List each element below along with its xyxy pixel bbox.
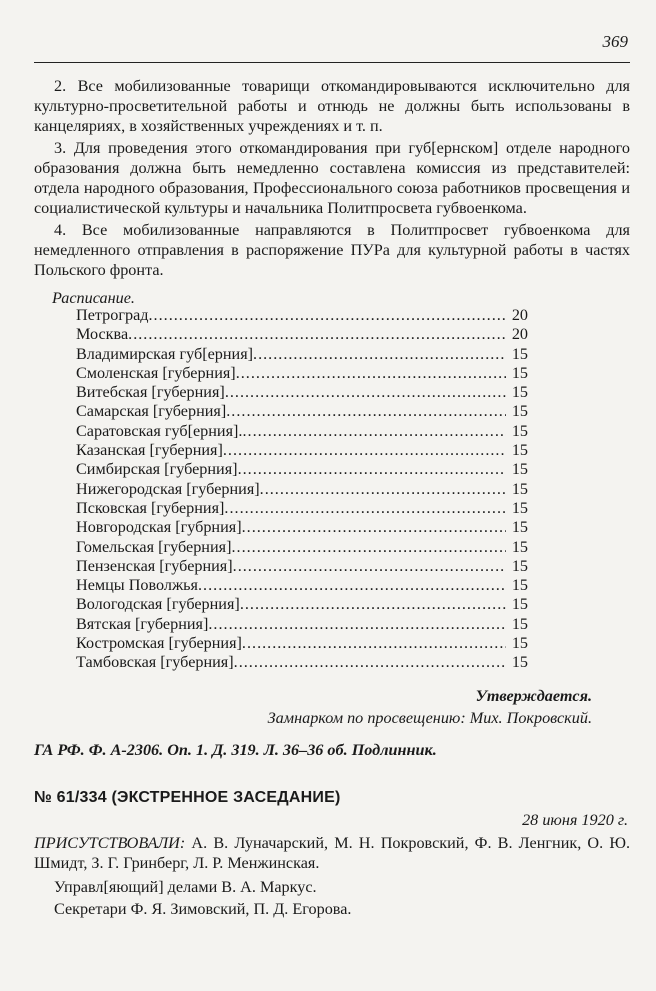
schedule-row bbox=[76, 422, 528, 441]
region-count: 15 bbox=[511, 556, 528, 575]
schedule-row bbox=[76, 402, 528, 421]
secretaries-line: Секретари Ф. Я. Зимовский, П. Д. Егорова. bbox=[54, 900, 352, 918]
region-name: Витебская [губерния] bbox=[76, 383, 225, 402]
leader-dots bbox=[242, 518, 506, 537]
attendees-label: ПРИСУТСТВОВАЛИ: bbox=[34, 834, 186, 852]
paragraph: 4. Все мобилизованные направляются в Политпросвет губвоенкома для немедленного отправления в распоряжение ПУРа для культурной работы в частях Польского фронта. bbox=[34, 221, 630, 279]
region-name: Вятская [губерния] bbox=[76, 614, 209, 633]
region-name: Немцы Поволжья bbox=[76, 576, 198, 595]
region-count: 15 bbox=[511, 537, 528, 556]
attendees bbox=[34, 833, 630, 873]
region-name: Псковская [губерния] bbox=[76, 498, 225, 517]
leader-dots bbox=[225, 383, 506, 402]
region-count: 20 bbox=[511, 306, 528, 324]
leader-dots bbox=[226, 402, 506, 421]
schedule-row bbox=[76, 595, 528, 614]
schedule-row bbox=[76, 576, 528, 595]
schedule-row bbox=[76, 441, 528, 460]
region-name: Тамбовская [губерния] bbox=[76, 653, 234, 672]
schedule-row bbox=[76, 499, 528, 518]
leader-dots bbox=[233, 557, 506, 576]
leader-dots bbox=[253, 345, 506, 364]
schedule-row bbox=[76, 325, 528, 344]
region-name: Нижегородская [губерния] bbox=[76, 479, 260, 498]
leader-dots bbox=[208, 615, 506, 634]
region-name: Москва bbox=[76, 325, 129, 344]
paragraph: 3. Для проведения этого откомандирования при губ[ернском] отделе народного образования должна быть немедленно составлена комиссия из представителей: отдела народного образования, Профессионального союза работников просвещения и социалистической культуры и начальника Политпросвета губвоенкома. bbox=[34, 139, 630, 217]
archive-source: ГА РФ. Ф. А-2306. Оп. 1. Д. 319. Л. 36–36 об. Подлинник. bbox=[34, 741, 437, 759]
region-count: 15 bbox=[511, 402, 528, 421]
leader-dots bbox=[223, 441, 506, 460]
document-page bbox=[34, 0, 630, 991]
running-header bbox=[34, 28, 630, 63]
attendees-names: А. В. Луначарский, М. Н. Покровский, Ф. В. Ленгник, О. Ю. Шмидт, З. Г. Гринберг, Л. Р. Менжинская. bbox=[34, 834, 631, 872]
leader-dots bbox=[234, 653, 506, 672]
paragraph: 2. Все мобилизованные товарищи откомандировываются исключительно для культурно-просветительной работы и отнюдь не должны быть использованы в канцеляриях, в хозяйственных учреждениях и т. п. bbox=[34, 77, 630, 135]
leader-dots bbox=[231, 538, 506, 557]
leader-dots bbox=[198, 576, 506, 595]
region-name: Новгородская [губрния] bbox=[76, 518, 242, 537]
region-count: 15 bbox=[511, 460, 528, 479]
leader-dots bbox=[149, 306, 507, 325]
region-count: 15 bbox=[511, 344, 528, 363]
leader-dots bbox=[260, 480, 506, 499]
region-name: Гомельская [губерния] bbox=[76, 537, 232, 556]
region-count: 15 bbox=[511, 498, 528, 517]
leader-dots bbox=[236, 364, 506, 383]
region-count: 15 bbox=[511, 634, 528, 653]
schedule-list bbox=[76, 306, 528, 673]
region-name: Самарская [губерния] bbox=[76, 402, 227, 421]
body-text bbox=[34, 76, 630, 282]
region-count: 15 bbox=[511, 363, 528, 382]
approval-note: Утверждается. bbox=[475, 687, 592, 705]
manager-line: Управл[яющий] делами В. А. Маркус. bbox=[54, 878, 317, 896]
region-name: Костромская [губерния] bbox=[76, 634, 242, 653]
document-heading: № 61/334 (ЭКСТРЕННОЕ ЗАСЕДАНИЕ) bbox=[34, 789, 341, 806]
schedule-row bbox=[76, 364, 528, 383]
region-count: 20 bbox=[511, 325, 528, 344]
region-name: Казанская [губерния] bbox=[76, 441, 223, 460]
region-count: 15 bbox=[511, 421, 528, 440]
schedule-row bbox=[76, 634, 528, 653]
region-count: 15 bbox=[511, 576, 528, 595]
schedule-row bbox=[76, 653, 528, 672]
schedule-row bbox=[76, 518, 528, 537]
schedule-label: Расписание. bbox=[52, 289, 135, 307]
schedule-row bbox=[76, 306, 528, 325]
leader-dots bbox=[128, 325, 506, 344]
page-number: 369 bbox=[602, 32, 628, 51]
schedule-row bbox=[76, 538, 528, 557]
schedule-row bbox=[76, 615, 528, 634]
schedule-row bbox=[76, 345, 528, 364]
leader-dots bbox=[224, 499, 506, 518]
region-name: Владимирская губ[ерния] bbox=[76, 344, 254, 363]
region-name: Саратовская губ[ерния]. bbox=[76, 421, 243, 440]
schedule-row bbox=[76, 480, 528, 499]
region-name: Вологодская [губерния] bbox=[76, 595, 240, 614]
region-count: 15 bbox=[511, 653, 528, 672]
signature: Замнарком по просвещению: Мих. Покровский. bbox=[267, 709, 592, 727]
leader-dots bbox=[242, 422, 506, 441]
region-name: Петроград bbox=[76, 306, 149, 324]
region-count: 15 bbox=[511, 518, 528, 537]
schedule-row bbox=[76, 557, 528, 576]
leader-dots bbox=[238, 460, 506, 479]
region-name: Смоленская [губерния] bbox=[76, 363, 236, 382]
region-count: 15 bbox=[511, 595, 528, 614]
region-count: 15 bbox=[511, 441, 528, 460]
schedule-row bbox=[76, 460, 528, 479]
region-name: Симбирская [губерния] bbox=[76, 460, 238, 479]
leader-dots bbox=[240, 595, 506, 614]
region-count: 15 bbox=[511, 383, 528, 402]
region-count: 15 bbox=[511, 614, 528, 633]
region-name: Пензенская [губерния] bbox=[76, 556, 233, 575]
document-date: 28 июня 1920 г. bbox=[522, 811, 628, 829]
schedule-row bbox=[76, 383, 528, 402]
leader-dots bbox=[242, 634, 506, 653]
region-count: 15 bbox=[511, 479, 528, 498]
